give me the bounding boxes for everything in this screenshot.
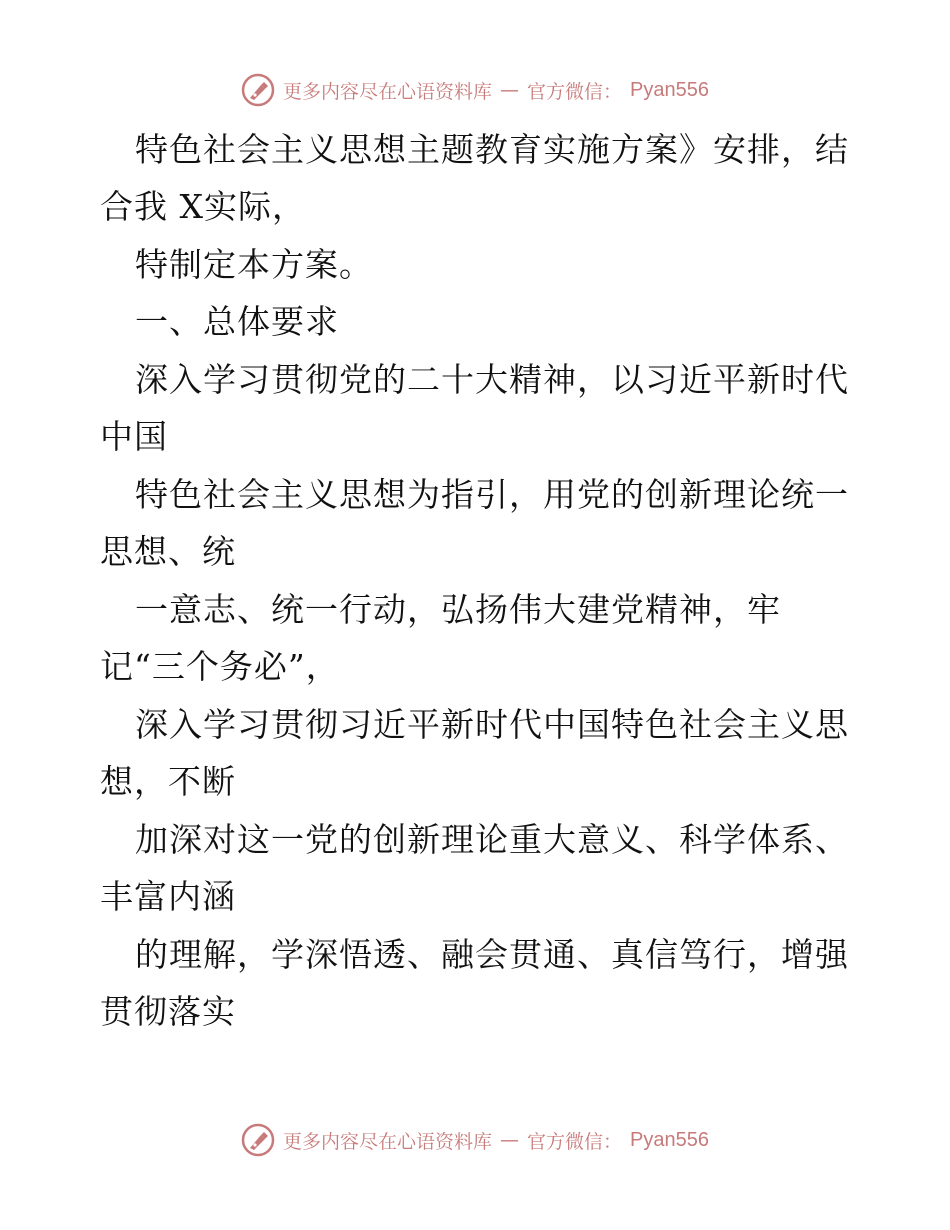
text-line-14: 丰富内涵 — [100, 877, 236, 916]
pen-nib-logo-icon — [241, 1123, 275, 1157]
watermark-text: 更多内容尽在心语资料库 — [283, 1130, 493, 1153]
text-line-13: 加深对这一党的创新理论重大意义、科学体系、 — [135, 820, 849, 859]
text-line-11: 深入学习贯彻习近平新时代中国特色社会主义思 — [135, 705, 849, 744]
section-heading: 一、总体要求 — [135, 302, 339, 341]
text-line-3: 特制定本方案。 — [135, 245, 373, 284]
watermark-wechat-id: Pyan556 — [630, 78, 709, 101]
text-line-5: 深入学习贯彻党的二十大精神，以习近平新时代 — [135, 360, 849, 399]
watermark-wechat-label: 官方微信： — [527, 80, 623, 103]
header-watermark — [0, 70, 950, 110]
watermark-dash: — — [500, 1129, 520, 1151]
footer-watermark — [0, 1120, 950, 1160]
watermark-wechat-label: 官方微信： — [527, 1130, 623, 1153]
text-line-9: 一意志、统一行动，弘扬伟大建党精神，牢 — [135, 590, 781, 629]
text-line-7: 特色社会主义思想为指引，用党的创新理论统一 — [135, 475, 849, 514]
text-line-6: 中国 — [100, 417, 168, 456]
text-line-15: 的理解，学深悟透、融会贯通、真信笃行，增强 — [135, 935, 849, 974]
text-line-8: 思想、统 — [100, 532, 236, 571]
text-line-1: 特色社会主义思想主题教育实施方案》安排，结 — [135, 130, 849, 169]
pen-nib-logo-icon — [241, 73, 275, 107]
watermark-text: 更多内容尽在心语资料库 — [283, 80, 493, 103]
text-line-16: 贯彻落实 — [100, 992, 236, 1031]
watermark-wechat-id: Pyan556 — [630, 1128, 709, 1151]
text-line-12: 想，不断 — [100, 762, 236, 801]
text-line-2: 合我 X实际， — [100, 187, 306, 226]
watermark-dash: — — [500, 79, 520, 101]
text-line-10: 记“三个务必”， — [100, 647, 340, 686]
